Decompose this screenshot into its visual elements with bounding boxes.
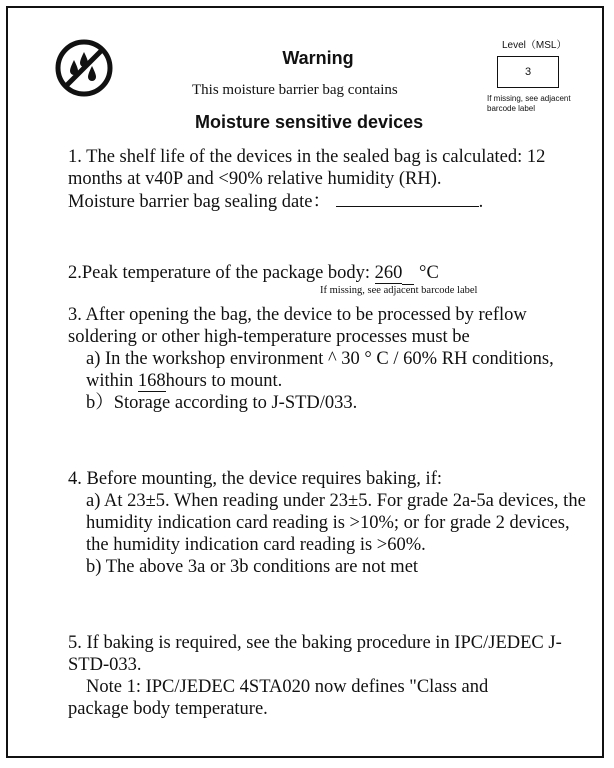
moisture-warning-label	[6, 6, 604, 758]
warning-heading: Moisture sensitive devices	[195, 112, 424, 132]
item-3a-hours: 168	[137, 371, 166, 391]
item-5-note: Note 1: IPC/JEDEC 4STA020 now defines "Class and	[86, 677, 489, 697]
sealing-date-line	[68, 190, 588, 213]
msl-level-value: 3	[524, 66, 532, 78]
item-4-text: 4. Before mounting, the device requires baking, if:	[68, 469, 443, 489]
item-3a	[68, 348, 588, 392]
item-5-text: 5. If baking is required, see the baking procedure in IPC/JEDEC J-STD-033.	[68, 633, 562, 675]
item-5-note-cont: package body temperature.	[68, 699, 268, 719]
item-4b: b) The above 3a or 3b conditions are not met	[86, 557, 419, 577]
sealing-date-suffix: .	[478, 192, 484, 212]
sealing-date-blank	[336, 190, 479, 207]
msl-missing-note: If missing, see adjacent barcode label	[487, 94, 571, 113]
peak-temp-value: 260	[374, 263, 403, 283]
msl-level-box	[497, 56, 559, 88]
warning-subtitle: This moisture barrier bag contains	[192, 82, 398, 98]
item-3	[68, 304, 588, 414]
item-3-text: 3. After opening the bag, the device to be processed by reflow soldering or other high-temperature processes must be	[68, 305, 527, 347]
item-5	[68, 632, 588, 720]
item-2-prefix: 2.Peak temperature of the package body:	[68, 263, 375, 283]
peak-temp-unit: °C	[419, 263, 439, 283]
item-4	[68, 468, 588, 578]
sealing-date-label: Moisture barrier bag sealing date：	[68, 192, 332, 212]
item-2	[68, 262, 588, 285]
item-4a: a) At 23±5. When reading under 23±5. For grade 2a-5a devices, the humidity indication card reading is >10%; or for grade 2 devices, the humidity indication card reading is >60%.	[86, 491, 586, 555]
item-1	[68, 146, 588, 213]
item-1-text: 1. The shelf life of the devices in the sealed bag is calculated: 12 months at v40P and <90% relative humidity (RH).	[68, 147, 546, 189]
item-3a-prefix: a) In the workshop environment ^ 30 ° C / 60% RH conditions, within	[86, 349, 554, 391]
warning-title: Warning	[282, 48, 354, 68]
item-3b: b）Storage according to J-STD/033.	[86, 393, 358, 413]
msl-level-label: Level（MSL）	[502, 40, 567, 51]
peak-temp-blank	[402, 262, 414, 285]
item-3a-suffix: hours to mount.	[165, 371, 283, 391]
peak-temp-note: If missing, see adjacent barcode label	[320, 285, 478, 296]
